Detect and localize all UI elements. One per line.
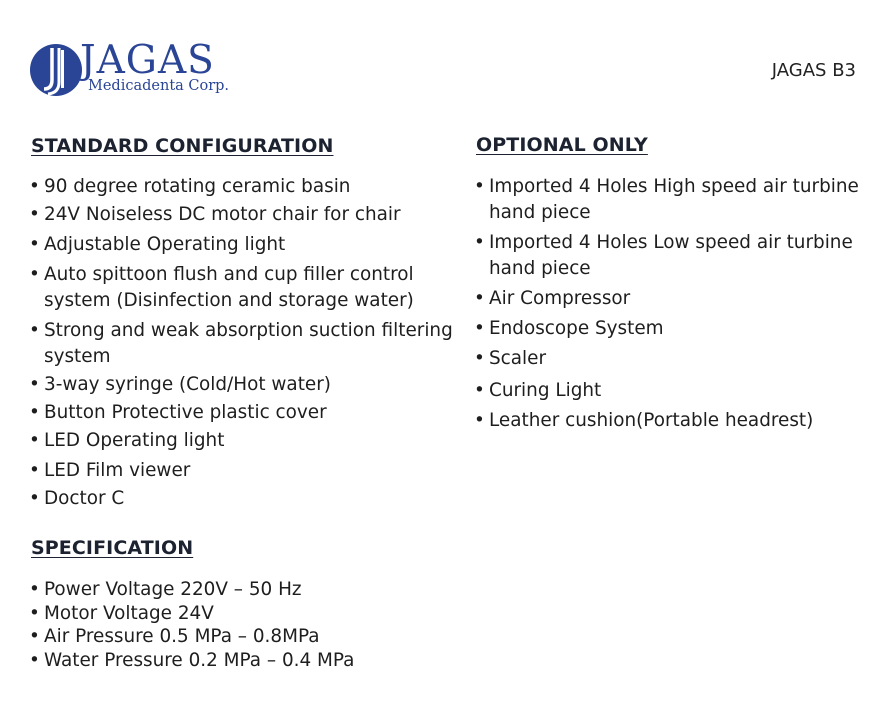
brand-subtitle: Medicadenta Corp. bbox=[88, 78, 230, 94]
list-item: • 3-way syringe (Cold/Hot water) bbox=[29, 372, 469, 398]
list-item: • LED Film viewer bbox=[29, 458, 469, 484]
list-item: • LED Operating light bbox=[29, 428, 469, 454]
list-item: • Auto spittoon flush and cup filler control system (Disinfection and storage water) bbox=[29, 262, 469, 314]
list-item: • 90 degree rotating ceramic basin bbox=[29, 174, 469, 200]
optional-list bbox=[474, 174, 869, 438]
brand-name: JAGAS bbox=[80, 38, 215, 83]
list-item: • Leather cushion(Portable headrest) bbox=[474, 408, 869, 434]
list-item: • Imported 4 Holes Low speed air turbine hand piece bbox=[474, 230, 869, 282]
list-item: • Scaler bbox=[474, 346, 869, 372]
list-item: • 24V Noiseless DC motor chair for chair bbox=[29, 202, 469, 228]
model-name: JAGAS B3 bbox=[771, 60, 856, 81]
jagas-emblem-icon bbox=[28, 42, 84, 98]
list-item: • Motor Voltage 24V bbox=[29, 602, 469, 626]
list-item: • Imported 4 Holes High speed air turbine hand piece bbox=[474, 174, 869, 226]
list-item: • Power Voltage 220V – 50 Hz bbox=[29, 578, 469, 602]
standard-config-heading: STANDARD CONFIGURATION bbox=[31, 135, 334, 157]
list-item: • Button Protective plastic cover bbox=[29, 400, 469, 426]
list-item: • Strong and weak absorption suction filtering system bbox=[29, 318, 469, 370]
list-item: • Water Pressure 0.2 MPa – 0.4 MPa bbox=[29, 649, 469, 673]
list-item: • Doctor C bbox=[29, 486, 469, 512]
company-logo bbox=[28, 40, 238, 100]
list-item: • Air Pressure 0.5 MPa – 0.8MPa bbox=[29, 625, 469, 649]
list-item: • Adjustable Operating light bbox=[29, 232, 469, 258]
specification-list bbox=[29, 578, 469, 672]
specification-heading: SPECIFICATION bbox=[31, 537, 194, 559]
optional-heading: OPTIONAL ONLY bbox=[476, 134, 648, 156]
list-item: • Air Compressor bbox=[474, 286, 869, 312]
standard-config-list bbox=[29, 174, 469, 514]
list-item: • Endoscope System bbox=[474, 316, 869, 342]
list-item: • Curing Light bbox=[474, 378, 869, 404]
